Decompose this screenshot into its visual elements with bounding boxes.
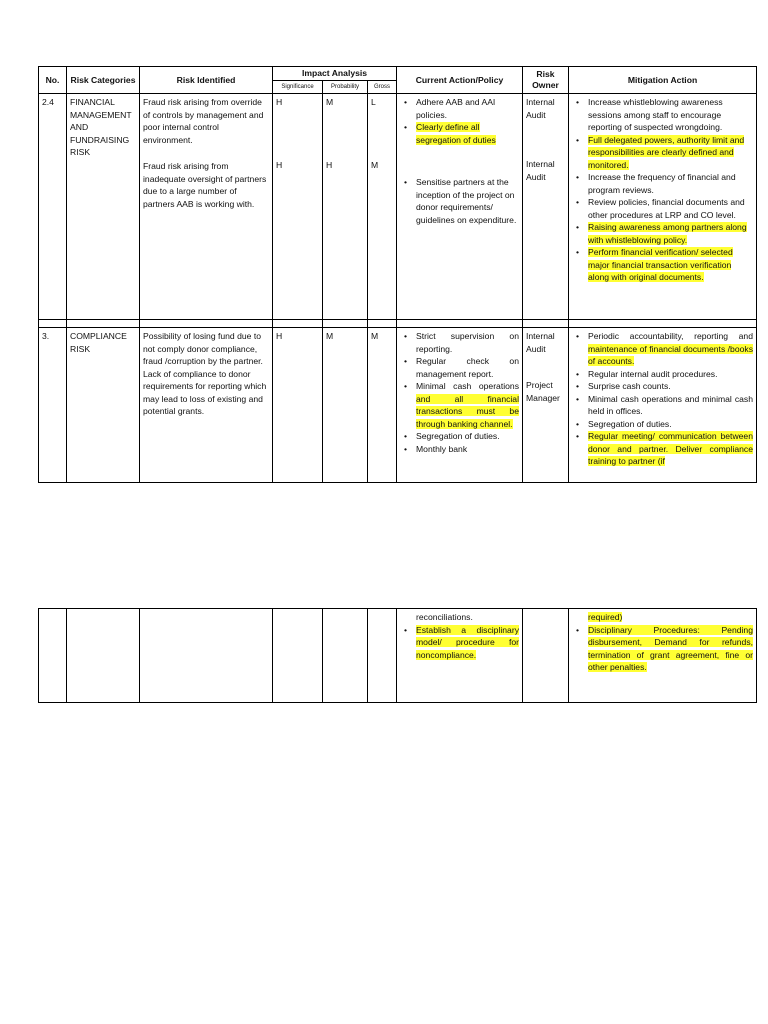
table-row bbox=[39, 609, 757, 703]
list-item: • Review policies, financial documents and other procedures at LRP and CO level. bbox=[572, 196, 753, 221]
list-item bbox=[400, 380, 519, 430]
continued-text: reconciliations. bbox=[416, 612, 473, 622]
current-action-cell bbox=[397, 609, 523, 703]
list-item bbox=[572, 624, 753, 674]
list-item bbox=[572, 221, 753, 246]
list-item: • Strict supervision on reporting. bbox=[400, 330, 519, 355]
probability-value: M bbox=[323, 328, 368, 483]
mitigation-cell bbox=[569, 609, 757, 703]
highlighted-text: Perform financial verification/ selected major financial transaction verification along with original documents. bbox=[588, 247, 733, 282]
header-risk-categories: Risk Categories bbox=[67, 67, 140, 94]
risk-owner: Project Manager bbox=[526, 380, 560, 403]
list-item: • Increase the frequency of financial and program reviews. bbox=[572, 171, 753, 196]
highlighted-text: Full delegated powers, authority limit and responsibilities are clearly defined and monitored. bbox=[588, 134, 745, 170]
highlighted-text: Raising awareness among partners along with whistleblowing policy. bbox=[588, 222, 747, 245]
risk-category: COMPLIANCE RISK bbox=[67, 328, 140, 483]
significance-value: H bbox=[273, 328, 323, 483]
list-item: • Adhere AAB and AAI policies. bbox=[400, 96, 519, 121]
list-item: • Increase whistleblowing awareness sessions among staff to encourage reporting of suspected wrongdoing. bbox=[572, 96, 753, 134]
risk-text: Fraud risk arising from inadequate oversight of partners due to a large number of partners AAB is working with. bbox=[143, 161, 267, 209]
table-row bbox=[39, 328, 757, 483]
probability-cell bbox=[323, 94, 368, 320]
significance-value: H bbox=[276, 97, 283, 107]
list-item bbox=[572, 430, 753, 468]
highlighted-text: Disciplinary Procedures: Pending disbursement, Demand for refunds, termination of grant agreement, fine or other penalties. bbox=[588, 624, 753, 672]
risk-owner: Internal Audit bbox=[526, 331, 555, 354]
row-number: 3. bbox=[39, 328, 67, 483]
list-item: • Segregation of duties. bbox=[400, 430, 519, 443]
plain-text: Periodic accountability, reporting and bbox=[588, 331, 753, 341]
header-gross: Gross bbox=[368, 81, 397, 94]
header-probability: Probability bbox=[323, 81, 368, 94]
risk-identified bbox=[140, 94, 273, 320]
header-risk-owner: Risk Owner bbox=[523, 67, 569, 94]
current-action-cell bbox=[397, 94, 523, 320]
risk-text: Fraud risk arising from override of controls by management and poor internal control environment. bbox=[143, 97, 264, 145]
highlighted-text: and all financial transactions must be through banking channel. bbox=[416, 393, 519, 429]
continuation-table bbox=[38, 608, 757, 703]
risk-owner-cell bbox=[523, 328, 569, 483]
header-no: No. bbox=[39, 67, 67, 94]
list-item: • Minimal cash operations and minimal cash held in offices. bbox=[572, 393, 753, 418]
highlighted-text: Clearly define all segregation of duties bbox=[416, 122, 496, 145]
list-item: • Sensitise partners at the inception of the project on donor requirements/ guidelines on expenditure. bbox=[400, 176, 519, 226]
header-row bbox=[39, 67, 757, 81]
list-item bbox=[572, 330, 753, 368]
header-significance: Significance bbox=[273, 81, 323, 94]
highlighted-text: Regular meeting/ communication between donor and partner. Deliver compliance training to partner (if bbox=[588, 431, 753, 466]
probability-value: H bbox=[326, 159, 333, 170]
list-item: • Surprise cash counts. bbox=[572, 380, 753, 393]
significance-value: H bbox=[276, 159, 283, 170]
list-item: • Segregation of duties. bbox=[572, 418, 753, 431]
mitigation-cell bbox=[569, 94, 757, 320]
list-item: • Regular check on management report. bbox=[400, 355, 519, 380]
gross-value: M bbox=[368, 328, 397, 483]
gross-value: L bbox=[371, 97, 376, 107]
list-item: • Regular internal audit procedures. bbox=[572, 368, 753, 381]
risk-owner: Internal Audit bbox=[526, 97, 555, 120]
list-item bbox=[400, 121, 519, 146]
plain-text: Minimal cash operations bbox=[416, 381, 519, 391]
risk-register-table bbox=[38, 66, 757, 483]
header-impact-analysis: Impact Analysis bbox=[273, 67, 397, 81]
header-mitigation-action: Mitigation Action bbox=[569, 67, 757, 94]
spacer-row bbox=[39, 320, 757, 328]
header-risk-identified: Risk Identified bbox=[140, 67, 273, 94]
list-item: • Monthly bank bbox=[400, 443, 519, 456]
probability-value: M bbox=[326, 97, 334, 107]
highlighted-text: Establish a disciplinary model/ procedure for noncompliance. bbox=[416, 624, 519, 660]
mitigation-cell bbox=[569, 328, 757, 483]
risk-owner-cell bbox=[523, 94, 569, 320]
current-action-cell bbox=[397, 328, 523, 483]
row-number: 2.4 bbox=[39, 94, 67, 320]
risk-category: FINANCIAL MANAGEMENT AND FUNDRAISING RISK bbox=[67, 94, 140, 320]
table-row bbox=[39, 94, 757, 320]
highlighted-text: maintenance of financial documents /books of accounts. bbox=[588, 343, 753, 366]
header-current-action: Current Action/Policy bbox=[397, 67, 523, 94]
list-item bbox=[400, 624, 519, 662]
list-item bbox=[572, 246, 753, 284]
significance-cell bbox=[273, 94, 323, 320]
gross-value: M bbox=[371, 159, 379, 170]
highlighted-text: required) bbox=[588, 612, 623, 622]
list-item bbox=[572, 134, 753, 172]
risk-owner: Internal Audit bbox=[526, 159, 555, 182]
gross-cell bbox=[368, 94, 397, 320]
risk-identified: Possibility of losing fund due to not comply donor compliance, fraud /corruption by the partner. Lack of compliance to donor requirements for reporting which may lead to loss of existing and potential grants. bbox=[140, 328, 273, 483]
